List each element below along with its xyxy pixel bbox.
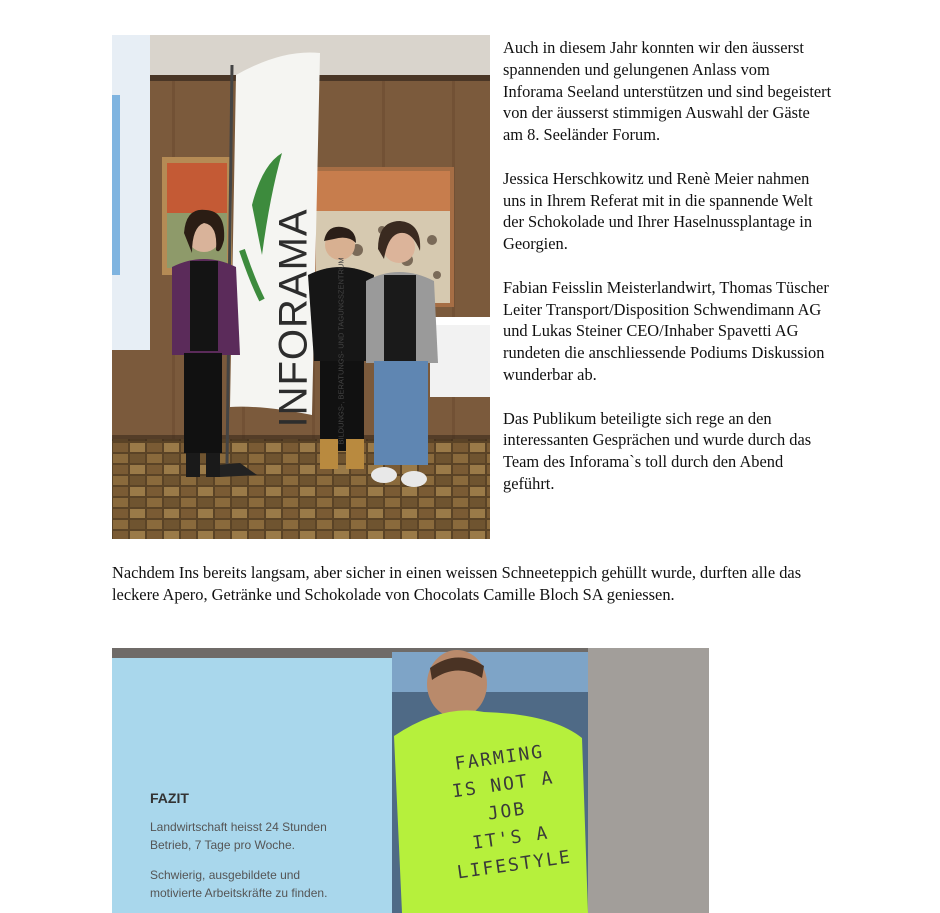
slide-line-2: Betrieb, 7 Tage pro Woche. (150, 838, 295, 852)
article-column (503, 37, 833, 517)
shirt-line-1: FARMING (453, 741, 546, 775)
shirt-line-3: JOB (486, 798, 528, 825)
slide-line-1: Landwirtschaft heisst 24 Stunden (150, 820, 327, 834)
shirt-line-4: IT'S A (471, 822, 551, 854)
tiled-floor (112, 439, 490, 539)
paragraph-podium: Fabian Feisslin Meisterlandwirt, Thomas Tüscher Leiter Transport/Disposition Schwendimann AG und Lukas Steiner CEO/Inhaber Spavetti AG rundeten die anschliessende Podiums Diskussion wunderbar ab. (503, 277, 829, 384)
shirt-line-5: LIFESTYLE (455, 846, 574, 884)
slide-heading: FAZIT (150, 790, 189, 806)
paragraph-audience: Das Publikum beteiligte sich rege an den interessanten Gesprächen und wurde durch das Team des Inforama`s toll durch den Abend geführt. (503, 408, 812, 493)
slide-photo (112, 648, 709, 913)
shirt-line-2: IS NOT A (450, 767, 556, 803)
slide-line-3: Schwierig, ausgebildete und (150, 868, 301, 882)
shirt-print (433, 736, 581, 888)
paragraph-apero: Nachdem Ins bereits langsam, aber sicher in einen weissen Schneeteppich gehüllt wurde, durften alle das leckere Apero, Getränke und Schokolade von Chocolats Camille Bloch SA geniessen. (112, 563, 802, 604)
paragraph-intro: Auch in diesem Jahr konnten wir den äusserst spannenden und gelungenen Anlass vom Inforama Seeland unterstützen und sind begeistert von der äusserst stimmigen Auswahl der Gäste am 8. Seeländer Forum. (503, 38, 832, 145)
paragraph-speakers: Jessica Herschkowitz und Renè Meier nahmen uns in Ihrem Referat mit in die spannende Welt der Schokolade und Ihrer Haselnussplantage in Georgien. (503, 168, 813, 254)
event-photo (112, 35, 490, 539)
slide-line-4: motivierte Arbeitskräfte zu finden. (150, 886, 328, 900)
banner-brand-text: INFORAMA (271, 208, 316, 428)
banner-tagline-text: BILDUNGS-, BERATUNGS- UND TAGUNGSZENTRUM (336, 257, 346, 445)
